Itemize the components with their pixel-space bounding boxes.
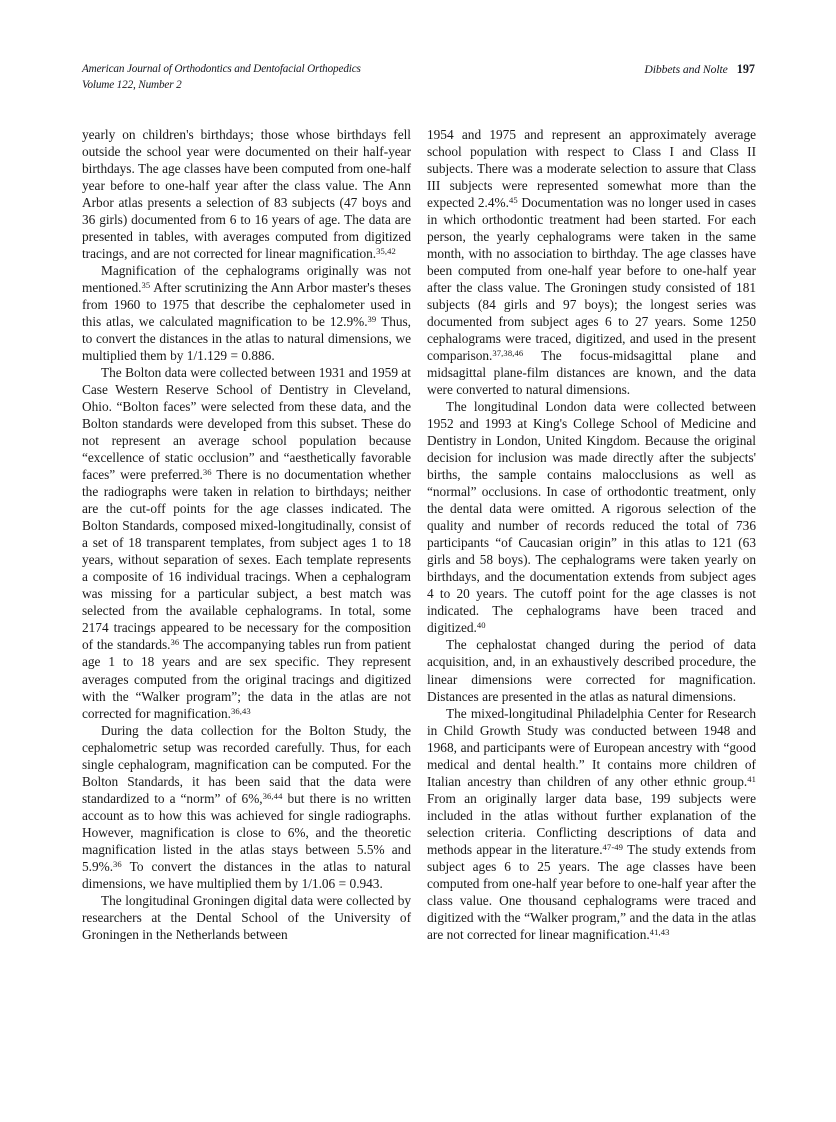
paragraph: 1954 and 1975 and represent an approximately average school population with respect to Class I and Class II subjects. There was a moderate selection to assure that Class III subjects were represented somewhat more than the expected 2.4%.$^{45}$ Documentation was no longer used in cases in which orthodontic treatment had been started. For each person, the yearly cephalograms were taken in the same month, with no association to birthday. The age classes have been computed from one-half year before to one-half year after the class value. The Groningen study consisted of 181 subjects (84 girls and 97 boys); the longest series was documented from subject ages 6 to 27 years. Some 1250 cephalograms were traced, digitized, and used in the present comparison.$^{37,38,46}$ The focus-midsagittal plane and midsagittal plane-film distances are known, and the data were converted to natural dimensions. — [427, 127, 757, 398]
page-number: 197 — [736, 62, 755, 76]
reference-superscript: 36,44 — [262, 790, 283, 801]
paragraph: The mixed-longitudinal Philadelphia Center for Research in Child Growth Study was conducted between 1948 and 1968, and participants were of European ancestry with “good medical and dental health.” It contains more children of Italian ancestry than children of any other ethnic group.$^{41}$ From an originally larger data base, 199 subjects were included in the atlas without further explanation of the selection criteria. Conflicting descriptions of data and methods appear in the literature.$^{47-49}$ The study extends from subject ages 6 to 25 years. The age classes have been computed from one-half year before to one-half year after the class value. One thousand cephalograms were traced and digitized with the “Walker program,” and the data in the atlas are not corrected for linear magnification.$^{41,43}$ — [427, 705, 756, 942]
running-head-left — [82, 62, 361, 93]
reference-superscript: 36 — [113, 858, 122, 869]
column-right — [427, 126, 756, 943]
journal-volume-issue: Volume 122, Number 2 — [82, 78, 182, 91]
reference-superscript: 36 — [170, 637, 180, 648]
paragraph: yearly on children's birthdays; those whose birthdays fell outside the school year were documented on their half-year birthdays. The age classes have been computed from one-half year before to one-half year after the class value. The Ann Arbor atlas presents a selection of 83 subjects (47 boys and 36 girls) documented from 6 to 16 years of age. The data are presented in tables, with averages computed from digitized tracings, and are not corrected for linear magnification.$^{35,42}$ — [82, 127, 411, 262]
reference-superscript: 35 — [141, 280, 151, 291]
reference-superscript: 47-49 — [602, 841, 624, 852]
paragraph: The longitudinal London data were collected between 1952 and 1993 at King's College School of Medicine and Dentistry in London, United Kingdom. Because the original decision for inclusion was made directly after the subjects' births, the sample contains malocclusions as well as “normal” occlusions. In case of orthodontic treatment, only the dental data were omitted. A rigorous selection of the quality and number of records reduced the total of 736 participants “of Caucasian origin” in this atlas to 121 (63 girls and 58 boys). The cephalograms were taken yearly on birthdays, and the documentation extends from subject ages 4 to 20 years. The cutoff point for the age classes is not indicated. The cephalograms have been traced and digitized.$^{40}$ — [427, 399, 756, 636]
reference-superscript: 45 — [508, 195, 518, 206]
paragraph: The cephalostat changed during the period of data acquisition, and, in an exhaustively described procedure, the linear dimensions were corrected for magnification. Distances are presented in the atlas as natural dimensions. — [427, 637, 756, 704]
running-head-right — [644, 62, 755, 78]
reference-superscript: 41 — [747, 773, 756, 784]
reference-superscript: 36,43 — [230, 705, 251, 716]
paragraph: Magnification of the cephalograms originally was not mentioned.$^{35}$ After scrutinizing the Ann Arbor master's theses from 1960 to 1975 that describe the cephalometer used in this atlas, we calculated magnification to be 12.9%.$^{39}$ Thus, to convert the distances in the atlas to natural dimensions, we multiplied them by 1/1.129 = 0.886. — [82, 263, 411, 364]
article-authors: Dibbets and Nolte — [644, 63, 728, 76]
paragraph: During the data collection for the Bolton Study, the cephalometric setup was recorded carefully. Thus, for each single cephalogram, magnification can be computed. For the Bolton Standards, it has been said that the data were standardized to a “norm” of 6%,$^{36,44}$ but there is no written account as to how this was achieved for single radiographs. However, magnification is close to 6%, and the theoretic magnification listed in the atlas stays between 5.5% and 5.9%.$^{36}$ To convert the distances in the atlas to natural dimensions, we have multiplied them by 1/1.06 = 0.943. — [82, 722, 411, 891]
reference-superscript: 41,43 — [649, 926, 670, 937]
paragraph: The Bolton data were collected between 1931 and 1959 at Case Western Reserve School of Dentistry in Cleveland, Ohio. “Bolton faces” were selected from these data, and the Bolton standards were developed from this subset. These do not represent an average school population because “excellence of static occlusion” and “aesthetically favorable faces” were preferred.$^{36}$ There is no documentation whether the radiographs were taken in relation to birthdays; neither are the cut-off points for the age classes indicated. The Bolton Standards, composed mixed-longitudinally, consist of a set of 18 transparent templates, from subject ages 1 to 18 years, without separation of sexes. Each template represents a composite of 16 individual tracings. When a cephalogram was missing for a particular subject, a best match was selected from the available cephalograms. In total, some 2174 tracings appeared to be necessary for the composition of the standards.$^{36}$ The accompanying tables run from patient age 1 to 18 years and are sex specific. They represent averages computed from the original tracings and digitized with the “Walker program”; the data in the atlas are not corrected for magnification.$^{36,43}$ — [82, 365, 411, 721]
running-head — [82, 62, 755, 96]
reference-superscript: 37,38,46 — [492, 348, 524, 359]
reference-superscript: 36 — [202, 467, 212, 478]
reference-superscript: 35,42 — [376, 246, 396, 257]
paragraph: The longitudinal Groningen digital data were collected by researchers at the Dental School of the University of Groningen in the Netherlands between — [82, 892, 411, 942]
reference-superscript: 39 — [367, 314, 377, 325]
journal-title: American Journal of Orthodontics and Dentofacial Orthopedics — [82, 63, 361, 75]
body-columns — [82, 126, 756, 943]
column-left — [82, 126, 411, 943]
reference-superscript: 40 — [476, 620, 486, 631]
